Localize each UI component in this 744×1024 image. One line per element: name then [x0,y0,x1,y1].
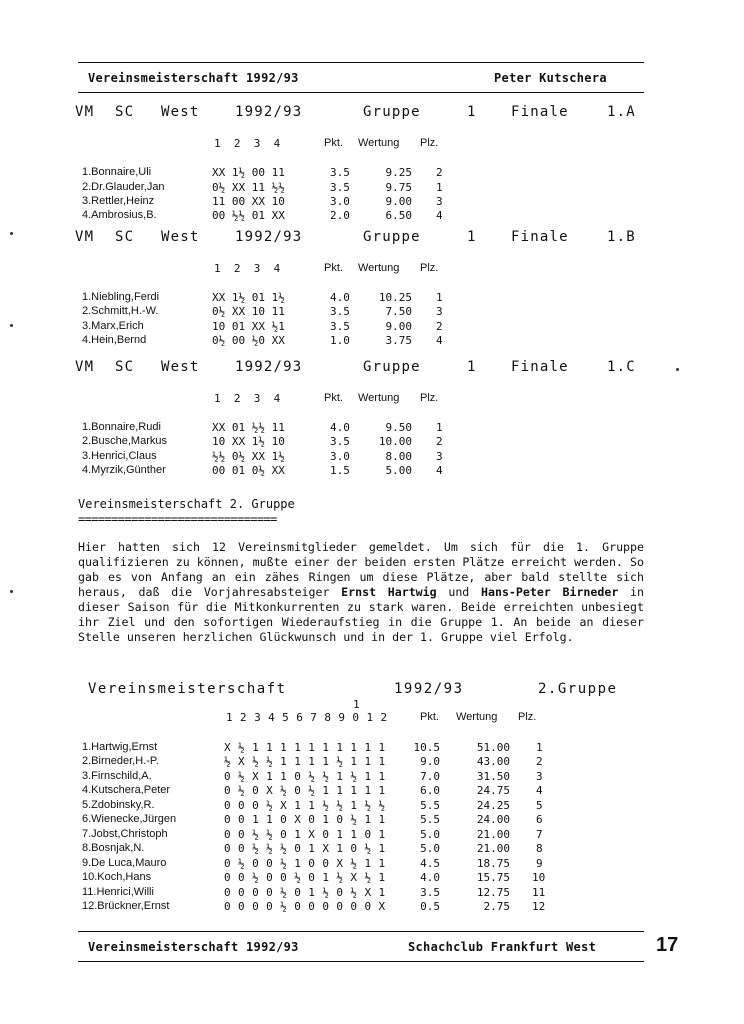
title-fnum: 1.B [607,229,636,245]
paragraph-text: in dieser Saison für die Mitkonkurrenten zu stark waren. Beide erreichten unbesiegt ihr Ziel und den sofortigen Wiederaufstieg in die Gruppe 1. An beide an dieser Stelle unseren herzlichen Glückwunsch und in der 1. Gruppe viel Erfolg. [78,585,645,644]
title-finale: Finale [511,104,569,120]
points: 3.0 [330,195,350,208]
wertung: 15.75 [476,871,510,884]
place: 1 [436,291,443,304]
points: 3.5 [330,166,350,179]
place: 4 [536,784,543,797]
player-name: 12.Brückner,Ernst [82,900,170,912]
col-header-pkt: Pkt. [324,262,343,274]
scan-speck [676,368,679,371]
results: XX 1½ 00 11 [212,166,285,179]
points: 5.5 [420,813,440,826]
place: 4 [436,209,443,222]
col-header-wertung: Wertung [358,262,400,274]
wertung: 21.00 [476,828,510,841]
place: 1 [436,181,443,194]
title-vm: VM [75,229,95,245]
player-name-birneder: Hans-Peter Birneder [481,585,619,599]
wertung: 9.00 [385,320,412,333]
place: 2 [436,320,443,333]
col-header-plz: Plz. [420,262,439,274]
scan-speck [10,232,13,235]
header-top-rule [78,62,644,63]
points: 5.0 [420,828,440,841]
title-gruppe: Gruppe [363,104,421,120]
title-sc: SC [115,359,135,375]
title-vm: VM [75,359,95,375]
column-numbers: 1 2 3 4 5 6 7 8 9 0 1 2 [226,711,388,724]
place: 12 [532,900,546,913]
column-numbers: 1 2 3 4 [214,262,281,275]
points: 7.0 [420,770,440,783]
col-header-wertung: Wertung [358,137,400,149]
column-tens: 1 [353,698,360,711]
section-underline: ============================== [78,512,277,526]
points: 6.0 [420,784,440,797]
group2-title-b: 1992/93 [394,681,464,697]
paragraph-text: Hier hatten sich 12 Vereinsmitglieder gemeldet. Um sich für die 1. Gruppe qualifizieren zu können, mußte einer der beiden ersten Plätze erreicht werden. So gab es von Anfang an ein zähes Ringen um diese Plätze, aber bald stellte sich heraus, daß die Vorjahresabsteiger [78,540,644,599]
points: 2.0 [330,209,350,222]
title-finale: Finale [511,229,569,245]
footer-top-rule [78,931,644,932]
column-numbers: 1 2 3 4 [214,392,281,405]
wertung: 24.25 [476,799,510,812]
wertung: 8.00 [385,450,412,463]
group2-title-a: Vereinsmeisterschaft [88,681,287,697]
points: 1.0 [330,334,350,347]
results: 11 00 XX 10 [212,195,285,208]
footer-bottom-rule [78,961,644,962]
player-name: 2.Busche,Markus [82,435,167,447]
section-paragraph [78,540,644,645]
player-name: 4.Kutschera,Peter [82,784,171,796]
points: 9.0 [420,755,440,768]
results: 0½ XX 11 ½½ [212,181,285,194]
player-name: 10.Koch,Hans [82,871,152,883]
points: 3.5 [420,886,440,899]
header-left: Vereinsmeisterschaft 1992/93 [88,71,299,85]
group2-title-c: 2.Gruppe [538,681,618,697]
header-bottom-rule [78,92,644,93]
results: 0½ 00 ½0 XX [212,334,285,347]
points: 3.5 [330,305,350,318]
place: 11 [532,886,546,899]
results: ½ X ½ ½ 1 1 1 1 ½ 1 1 1 [224,755,386,768]
place: 3 [436,195,443,208]
wertung: 3.75 [385,334,412,347]
player-name: 8.Bosnjak,N. [82,842,145,854]
wertung: 10.00 [378,435,412,448]
footer-right: Schachclub Frankfurt West [408,940,597,954]
title-fnum: 1.C [607,359,636,375]
place: 2 [436,166,443,179]
title-year: 1992/93 [235,104,303,120]
results: 0½ XX 10 11 [212,305,285,318]
place: 2 [536,755,543,768]
place: 4 [436,334,443,347]
player-name: 7.Jobst,Christoph [82,828,168,840]
results: 10 01 XX ½1 [212,320,285,333]
title-gnum: 1 [467,359,477,375]
points: 10.5 [413,741,440,754]
wertung: 9.00 [385,195,412,208]
results: 0 0 ½ ½ ½ 0 1 X 1 0 ½ 1 [224,842,386,855]
group-title [75,104,655,122]
place: 10 [532,871,546,884]
wertung: 18.75 [476,857,510,870]
results: 0 ½ X 1 1 0 ½ ½ 1 ½ 1 1 [224,770,386,783]
col-header-plz: Plz. [518,711,537,723]
col-header-wertung: Wertung [456,711,498,723]
wertung: 51.00 [476,741,510,754]
place: 4 [436,464,443,477]
results: 0 0 0 0 ½ 0 1 ½ 0 ½ X 1 [224,886,386,899]
points: 4.0 [420,871,440,884]
col-header-pkt: Pkt. [420,711,439,723]
title-gnum: 1 [467,229,477,245]
player-name: 2.Birneder,H.-P. [82,755,159,767]
place: 3 [536,770,543,783]
points: 3.5 [330,320,350,333]
player-name: 4.Ambrosius,B. [82,209,157,221]
points: 3.0 [330,450,350,463]
wertung: 9.75 [385,181,412,194]
place: 6 [536,813,543,826]
points: 3.5 [330,435,350,448]
results: 0 0 0 ½ X 1 1 ½ ½ 1 ½ ½ [224,799,386,812]
wertung: 24.00 [476,813,510,826]
player-name: 1.Niebling,Ferdi [82,291,160,303]
player-name: 4.Myrzik,Günther [82,464,166,476]
points: 5.0 [420,842,440,855]
points: 4.5 [420,857,440,870]
group-title [75,229,655,247]
player-name: 2.Dr.Glauder,Jan [82,181,165,193]
wertung: 9.25 [385,166,412,179]
header-right: Peter Kutschera [494,71,607,85]
paragraph-text: und [448,585,470,599]
place: 5 [536,799,543,812]
page-number: 17 [656,934,679,956]
points: 4.0 [330,291,350,304]
results: XX 01 ½½ 11 [212,421,285,434]
title-west: West [161,229,200,245]
section-heading: Vereinsmeisterschaft 2. Gruppe [78,497,295,511]
wertung: 6.50 [385,209,412,222]
col-header-plz: Plz. [420,137,439,149]
player-name: 5.Zdobinsky,R. [82,799,155,811]
place: 7 [536,828,543,841]
title-fnum: 1.A [607,104,636,120]
results: 00 ½½ 01 XX [212,209,285,222]
results: 0 ½ 0 0 ½ 1 0 0 X ½ 1 1 [224,857,386,870]
results: 0 ½ 0 X ½ 0 ½ 1 1 1 1 1 [224,784,386,797]
results: XX 1½ 01 1½ [212,291,285,304]
results: 0 0 0 0 ½ 0 0 0 0 0 0 X [224,900,386,913]
player-name: 3.Firnschild,A. [82,770,152,782]
points: 1.5 [330,464,350,477]
scan-speck [10,590,13,593]
wertung: 43.00 [476,755,510,768]
title-west: West [161,359,200,375]
results: 00 01 0½ XX [212,464,285,477]
wertung: 12.75 [476,886,510,899]
place: 9 [536,857,543,870]
place: 1 [436,421,443,434]
points: 0.5 [420,900,440,913]
title-gruppe: Gruppe [363,359,421,375]
place: 1 [536,741,543,754]
footer-left: Vereinsmeisterschaft 1992/93 [88,940,299,954]
player-name: 4.Hein,Bernd [82,334,147,346]
results: 0 0 ½ ½ 0 1 X 0 1 1 0 1 [224,828,386,841]
player-name: 3.Rettler,Heinz [82,195,155,207]
title-sc: SC [115,104,135,120]
title-year: 1992/93 [235,229,303,245]
wertung: 31.50 [476,770,510,783]
col-header-plz: Plz. [420,392,439,404]
player-name: 3.Henrici,Claus [82,450,157,462]
wertung: 24.75 [476,784,510,797]
player-name-hartwig: Ernst Hartwig [341,585,437,599]
results: 10 XX 1½ 10 [212,435,285,448]
place: 3 [436,305,443,318]
column-numbers: 1 2 3 4 [214,137,281,150]
place: 2 [436,435,443,448]
wertung: 2.75 [483,900,510,913]
wertung: 10.25 [378,291,412,304]
title-finale: Finale [511,359,569,375]
player-name: 1.Hartwig,Ernst [82,741,158,753]
wertung: 5.00 [385,464,412,477]
player-name: 9.De Luca,Mauro [82,857,167,869]
player-name: 3.Marx,Erich [82,320,144,332]
results: 0 0 ½ 0 0 ½ 0 1 ½ X ½ 1 [224,871,386,884]
col-header-pkt: Pkt. [324,137,343,149]
title-gruppe: Gruppe [363,229,421,245]
col-header-wertung: Wertung [358,392,400,404]
wertung: 7.50 [385,305,412,318]
results: X ½ 1 1 1 1 1 1 1 1 1 1 [224,741,386,754]
player-name: 11.Henrici,Willi [82,886,154,898]
player-name: 1.Bonnaire,Uli [82,166,152,178]
player-name: 1.Bonnaire,Rudi [82,421,161,433]
title-west: West [161,104,200,120]
group-title [75,359,655,377]
wertung: 21.00 [476,842,510,855]
title-year: 1992/93 [235,359,303,375]
title-gnum: 1 [467,104,477,120]
place: 3 [436,450,443,463]
col-header-pkt: Pkt. [324,392,343,404]
title-sc: SC [115,229,135,245]
results: ½½ 0½ XX 1½ [212,450,285,463]
points: 3.5 [330,181,350,194]
place: 8 [536,842,543,855]
scan-speck [10,324,13,327]
title-vm: VM [75,104,95,120]
player-name: 6.Wienecke,Jürgen [82,813,177,825]
points: 5.5 [420,799,440,812]
points: 4.0 [330,421,350,434]
results: 0 0 1 1 0 X 0 1 0 ½ 1 1 [224,813,386,826]
wertung: 9.50 [385,421,412,434]
player-name: 2.Schmitt,H.-W. [82,305,159,317]
